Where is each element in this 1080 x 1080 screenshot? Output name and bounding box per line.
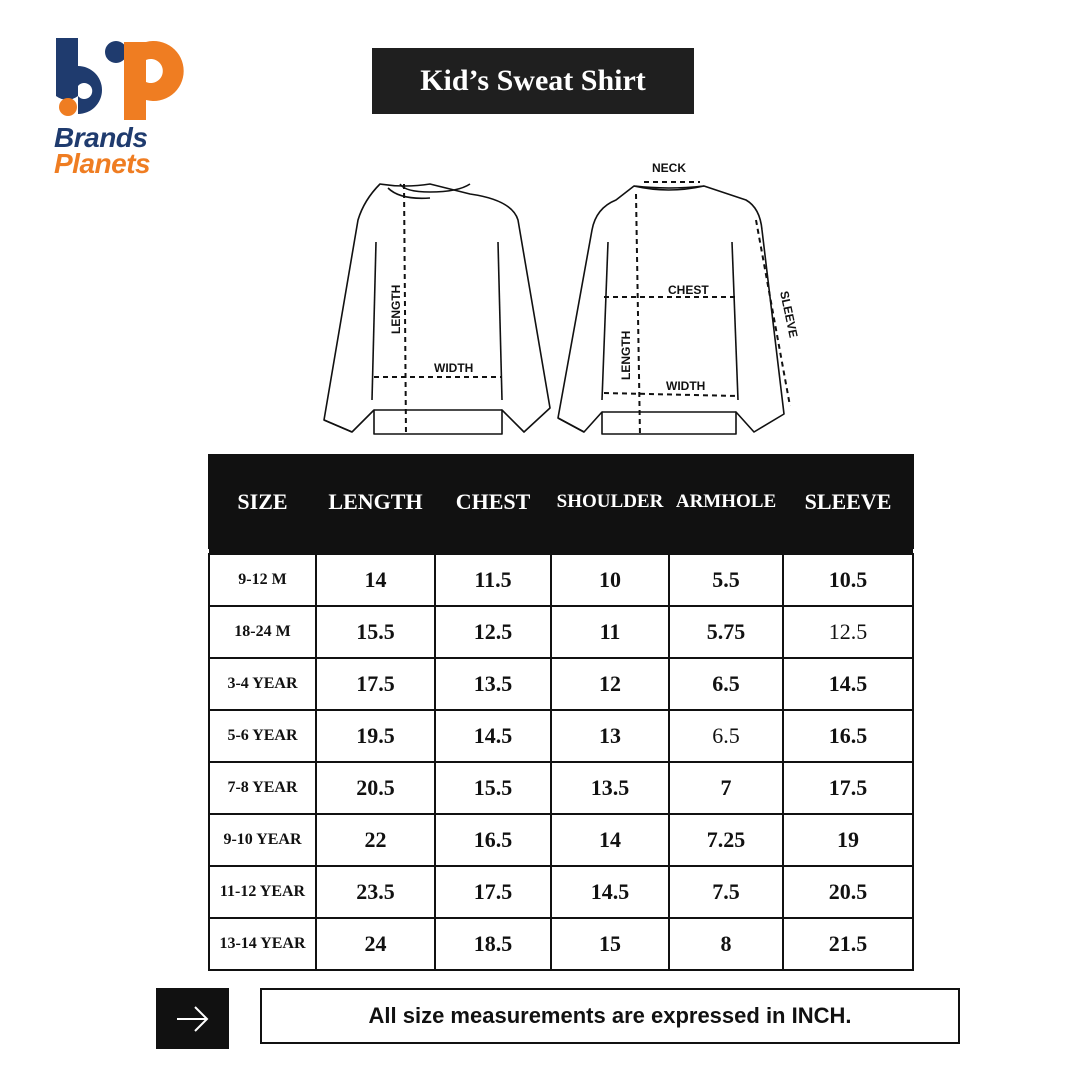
size-cell: 7-8 YEAR [209,762,316,814]
sleeve-cell: 12.5 [783,606,913,658]
length-cell: 17.5 [316,658,435,710]
sleeve-cell: 10.5 [783,554,913,606]
table-row [209,710,913,762]
header-size: SIZE [209,455,316,548]
brand-name-line2: Planets [54,148,151,179]
chest-cell: 18.5 [435,918,551,970]
front-width-label: WIDTH [434,361,474,375]
chest-cell: 15.5 [435,762,551,814]
measurement-note [260,988,960,1044]
header-length: LENGTH [316,455,435,548]
size-cell: 5-6 YEAR [209,710,316,762]
table-row [209,866,913,918]
chest-cell: 11.5 [435,554,551,606]
header-shoulder: SHOULDER [551,455,669,548]
armhole-cell: 7.5 [669,866,783,918]
size-cell: 11-12 YEAR [209,866,316,918]
length-cell: 24 [316,918,435,970]
arrow-right-icon [173,1004,213,1034]
length-cell: 22 [316,814,435,866]
header-armhole: ARMHOLE [669,455,783,548]
sleeve-cell: 14.5 [783,658,913,710]
back-neck-label: NECK [652,161,687,175]
armhole-cell: 6.5 [669,710,783,762]
size-cell: 9-10 YEAR [209,814,316,866]
chest-cell: 13.5 [435,658,551,710]
measurement-note-text: All size measurements are expressed in INCH. [368,1003,852,1028]
size-cell: 18-24 M [209,606,316,658]
shoulder-cell: 14 [551,814,669,866]
table-row [209,658,913,710]
armhole-cell: 7 [669,762,783,814]
shoulder-cell: 15 [551,918,669,970]
size-cell: 3-4 YEAR [209,658,316,710]
table-row [209,606,913,658]
header-chest: CHEST [435,455,551,548]
sleeve-cell: 21.5 [783,918,913,970]
back-measure-lines [604,182,790,436]
back-chest-label: CHEST [668,283,709,297]
chest-cell: 16.5 [435,814,551,866]
size-cell: 9-12 M [209,554,316,606]
sleeve-cell: 20.5 [783,866,913,918]
armhole-cell: 5.5 [669,554,783,606]
sleeve-cell: 16.5 [783,710,913,762]
length-cell: 14 [316,554,435,606]
page-title: Kid’s Sweat Shirt [420,64,646,97]
length-cell: 20.5 [316,762,435,814]
size-cell: 13-14 YEAR [209,918,316,970]
back-sleeve-label: SLEEVE [777,289,801,339]
armhole-cell: 7.25 [669,814,783,866]
sleeve-cell: 19 [783,814,913,866]
shoulder-cell: 14.5 [551,866,669,918]
chest-cell: 12.5 [435,606,551,658]
back-length-label: LENGTH [619,330,633,380]
chest-cell: 14.5 [435,710,551,762]
length-cell: 15.5 [316,606,435,658]
table-row [209,762,913,814]
shoulder-cell: 11 [551,606,669,658]
armhole-cell: 5.75 [669,606,783,658]
arrow-badge [156,988,229,1049]
header-sleeve: SLEEVE [783,455,913,548]
back-width-label: WIDTH [666,379,706,393]
shoulder-cell: 13.5 [551,762,669,814]
shoulder-cell: 13 [551,710,669,762]
measurement-diagram [300,150,820,450]
table-row [209,554,913,606]
length-cell: 19.5 [316,710,435,762]
shoulder-cell: 12 [551,658,669,710]
chest-cell: 17.5 [435,866,551,918]
sleeve-cell: 17.5 [783,762,913,814]
armhole-cell: 8 [669,918,783,970]
front-sweatshirt-illustration [324,184,550,434]
table-row [209,814,913,866]
shoulder-cell: 10 [551,554,669,606]
title-banner [372,48,694,114]
back-sweatshirt-illustration [558,186,784,434]
front-length-label: LENGTH [389,284,403,334]
brand-name-line1: Brands [54,122,148,153]
armhole-cell: 6.5 [669,658,783,710]
table-row [209,918,913,970]
length-cell: 23.5 [316,866,435,918]
size-chart-table [208,454,914,971]
table-header-row [209,455,913,548]
